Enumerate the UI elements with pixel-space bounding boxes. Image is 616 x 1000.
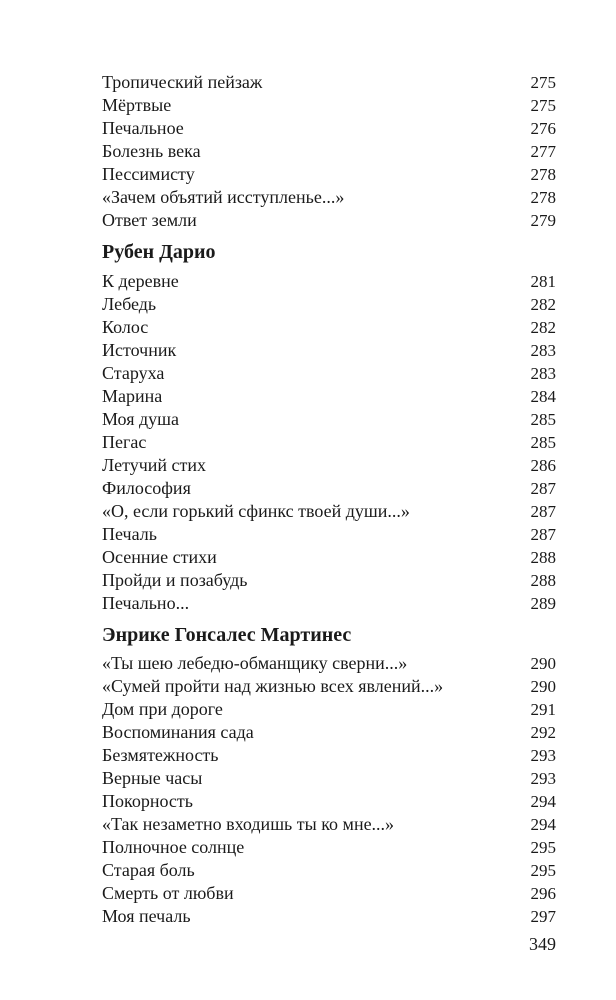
toc-entry [102, 339, 556, 362]
toc-entry [102, 209, 556, 232]
toc-entry-page: 282 [530, 295, 556, 314]
toc-entry-title: Лебедь [102, 294, 157, 314]
toc-entry-title: Осенние стихи [102, 547, 217, 567]
toc-entry-page: 290 [530, 677, 556, 696]
toc-entry-title: Ответ земли [102, 210, 197, 230]
toc-entry-title: «Так незаметно входишь ты ко мне...» [102, 814, 395, 834]
toc-entry-page: 288 [530, 571, 556, 590]
toc-entry-page: 283 [530, 341, 556, 360]
toc-entry-page: 295 [530, 861, 556, 880]
toc-entry [102, 698, 556, 721]
toc-entry-page: 282 [530, 318, 556, 337]
toc-entry [102, 905, 556, 928]
toc-entry-page: 285 [530, 433, 556, 452]
toc-entry-page: 293 [530, 746, 556, 765]
toc-entry [102, 71, 556, 94]
toc-entry-page: 288 [530, 548, 556, 567]
toc-entry-page: 291 [530, 700, 556, 719]
toc-entry-title: Старая боль [102, 860, 195, 880]
toc-entry [102, 767, 556, 790]
toc-entry-title: Воспоминания сада [102, 722, 254, 742]
toc-entry-title: Печально... [102, 593, 190, 613]
section-heading: Энрике Гонсалес Мартинес [102, 624, 352, 646]
toc-entry [102, 744, 556, 767]
toc-entry-page: 294 [530, 792, 556, 811]
toc-entry [102, 546, 556, 569]
toc-entry-title: Печальное [102, 118, 184, 138]
toc-entry [102, 140, 556, 163]
toc-entry-title: Пегас [102, 432, 147, 452]
toc-entry [102, 186, 556, 209]
toc-entry-page: 290 [530, 654, 556, 673]
toc-entry [102, 882, 556, 905]
toc-entry-page: 289 [530, 594, 556, 613]
toc-entry-title: «О, если горький сфинкс твоей души...» [102, 501, 410, 521]
toc-entry-title: Дом при дороге [102, 699, 223, 719]
toc-entry-title: Марина [102, 386, 163, 406]
toc-entry-page: 278 [530, 188, 556, 207]
toc-entry-page: 276 [530, 119, 556, 138]
toc-entry-title: Источник [102, 340, 177, 360]
toc-entry [102, 293, 556, 316]
toc-entry [102, 362, 556, 385]
toc-entry-title: Покорность [102, 791, 193, 811]
toc-entry-title: «Ты шею лебедю-обманщику сверни...» [102, 653, 408, 673]
toc-entry [102, 790, 556, 813]
toc-entry-title: Тропический пейзаж [102, 72, 263, 92]
toc-entry-title: Смерть от любви [102, 883, 234, 903]
toc-entry-title: Безмятежность [102, 745, 219, 765]
toc-entry-title: Старуха [102, 363, 165, 383]
toc-entry-page: 287 [530, 479, 556, 498]
toc-entry [102, 270, 556, 293]
toc-entry [102, 859, 556, 882]
toc-entry-title: Пессимисту [102, 164, 195, 184]
toc-entry-page: 287 [530, 525, 556, 544]
toc-entry [102, 813, 556, 836]
toc-entry [102, 454, 556, 477]
toc-entry-title: «Зачем объятий исступленье...» [102, 187, 345, 207]
toc-entry [102, 675, 556, 698]
toc-entry-title: Философия [102, 478, 191, 498]
toc-entry [102, 836, 556, 859]
toc-entry-title: Летучий стих [102, 455, 207, 475]
toc-entry-page: 277 [530, 142, 556, 161]
toc-entry [102, 592, 556, 615]
toc-entry [102, 385, 556, 408]
toc-entry [102, 569, 556, 592]
toc-entry-page: 294 [530, 815, 556, 834]
toc-entry [102, 117, 556, 140]
toc-entry-title: К деревне [102, 271, 179, 291]
toc-entry-title: «Сумей пройти над жизнью всех явлений...» [102, 676, 444, 696]
toc-entry-page: 283 [530, 364, 556, 383]
toc-entry-title: Моя печаль [102, 906, 191, 926]
section-heading: Рубен Дарио [102, 241, 216, 263]
toc-entry-page: 279 [530, 211, 556, 230]
toc-entry-page: 296 [530, 884, 556, 903]
toc-entry [102, 163, 556, 186]
toc-entry-page: 281 [530, 272, 556, 291]
toc-entry [102, 94, 556, 117]
toc-entry-title: Болезнь века [102, 141, 201, 161]
toc-entry [102, 652, 556, 675]
toc-entry [102, 523, 556, 546]
toc-entry-title: Полночное солнце [102, 837, 245, 857]
toc-entry-page: 278 [530, 165, 556, 184]
toc-entry-title: Верные часы [102, 768, 203, 788]
toc-entry [102, 721, 556, 744]
toc-entry-page: 293 [530, 769, 556, 788]
toc-entry-page: 275 [530, 73, 556, 92]
toc-entry-page: 295 [530, 838, 556, 857]
page-number: 349 [529, 934, 556, 954]
toc-entry-title: Колос [102, 317, 149, 337]
toc-entry-page: 287 [530, 502, 556, 521]
toc-entry-page: 284 [530, 387, 556, 406]
toc-entry [102, 500, 556, 523]
toc-entry [102, 431, 556, 454]
toc-entry-title: Мёртвые [102, 95, 172, 115]
toc-entry [102, 316, 556, 339]
toc-entry-page: 275 [530, 96, 556, 115]
toc-entry [102, 408, 556, 431]
toc-entry-title: Печаль [102, 524, 157, 544]
toc-entry-page: 297 [530, 907, 556, 926]
toc-entry-page: 292 [530, 723, 556, 742]
toc-entry [102, 477, 556, 500]
toc-entry-page: 286 [530, 456, 556, 475]
toc-entry-title: Моя душа [102, 409, 180, 429]
toc-entry-page: 285 [530, 410, 556, 429]
toc-entry-title: Пройди и позабудь [102, 570, 248, 590]
